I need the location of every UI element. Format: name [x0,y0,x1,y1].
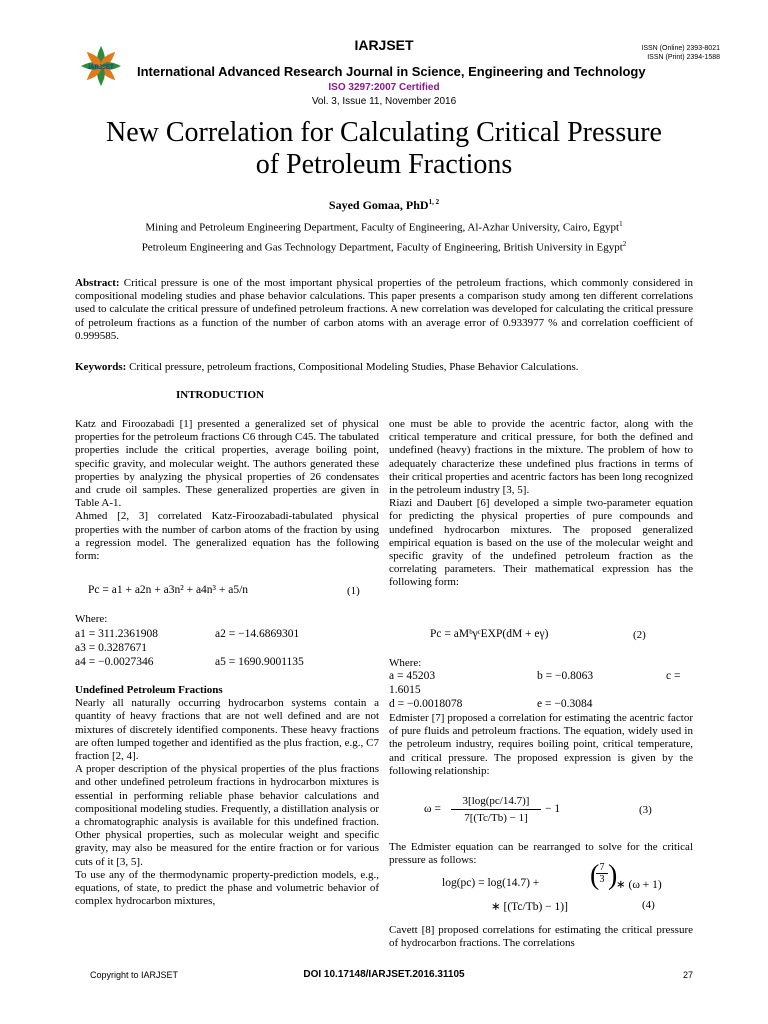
equation-number: (1) [347,585,360,597]
coefficient-c-value: 1.6015 [389,684,421,696]
equation-3-denominator: 7[(Tc/Tb) − 1] [464,812,528,824]
equation-3-tail: − 1 [545,803,561,815]
footer-page-number: 27 [682,970,693,980]
right-column-bottom [389,924,693,950]
journal-abbreviation: IARJSET [354,37,414,53]
volume-issue: Vol. 3, Issue 11, November 2016 [311,96,457,107]
keywords-text: Critical pressure, petroleum fractions, Compositional Modeling Studies, Phase Behavior Calculations. [129,361,579,373]
coefficient-b: b = −0.8063 [537,670,594,682]
coefficient-e: e = −0.3084 [537,698,593,710]
paragraph: one must be able to provide the acentric factor, along with the critical temperature and critical pressure, for both the defined and undefined (heavy) fractions in the mixture. The problem of how to adequately characterize these undefined plus fractions in terms of their critical properties and acentric factors has been long recognized in the petroleum industry [3, 5]. [389,418,693,497]
svg-text:IARJSET: IARJSET [88,65,114,71]
affiliation-2: Petroleum Engineering and Gas Technology Department, Faculty of Engineering, British University in Egypt$^2$ [141,240,627,254]
subsection-heading: Undefined Petroleum Fractions [75,684,223,696]
keywords-label: Keywords: [75,361,127,373]
equation-3-fraction [451,795,541,824]
equation-number: (2) [633,629,646,641]
equation-number: (3) [639,804,652,816]
equation-4-line-1: log(pc) = log(14.7) + [442,877,540,889]
abstract-text: Critical pressure is one of the most important physical properties of the petroleum fractions, which commonly considered in compositional modeling studies and phase behavior calculations. This paper presents a comparison study among ten different correlations used to calculate the critical pressure of undefined petroleum fractions. A new correlation was developed for calculating the critical pressure of petroleum fractions as a function of the number of carbon atoms with an average error of 0.933977 % and correlation coefficient of 0.999585. [75,277,694,342]
issn-print: ISSN (Print) 2394-1588 [647,54,720,61]
equation-4-tail: ∗ (ω + 1) [616,879,662,891]
coefficient-d: d = −0.0018078 [389,698,463,710]
where-label: Where: [389,657,422,669]
right-column-lower [389,841,693,867]
equation-1: Pc = a1 + a2n + a3n² + a4n³ + a5/n [88,584,249,596]
right-column-middle [389,712,693,778]
coefficient-a: a = 45203 [389,670,436,682]
iso-certification: ISO 3297:2007 Certified [328,82,440,93]
left-column-lower [75,684,379,908]
affiliation-1: Mining and Petroleum Engineering Department, Faculty of Engineering, Al-Azhar University, Cairo, Egypt$^1$ [145,220,623,234]
equation-3-lhs: ω = [424,803,441,815]
abstract [75,277,693,343]
coefficient-a2: a2 = −14.6869301 [215,628,300,640]
paragraph: Ahmed [2, 3] correlated Katz-Firoozabadi-tabulated physical properties with the number of carbon atoms of the fraction by using a regression model. The generalized equation has the following form: [75,510,379,563]
title-line-2: of Petroleum Fractions [255,149,513,180]
paragraph: To use any of the thermodynamic property-prediction models, e.g., equations, of state, to predict the phase and volumetric behavior of complex hydrocarbon mixtures, [75,868,379,908]
right-column [389,418,693,590]
coefficient-a3: a3 = 0.3287671 [75,642,147,654]
footer-doi: DOI 10.17148/IARJSET.2016.31105 [303,969,465,980]
footer-copyright: Copyright to IARJSET [90,970,179,980]
paragraph: A proper description of the physical properties of the plus fractions and other undefined petroleum fractions in hydrocarbon mixtures is essential in performing reliable phase behavior calculations and compositional modeling studies. Frequently, a distillation analysis or a chromatographic analysis is available for this undefined fraction. Other physical properties, such as molecular weight and specific gravity, may also be measured for the entire fraction or for various cuts of it [3, 5]. [75,763,379,868]
coefficient-a4: a4 = −0.0027346 [75,656,154,668]
issn-block [641,44,720,62]
equation-2: Pc = aMᵇγᶜEXP(dM + eγ) [430,628,549,640]
title-line-1: New Correlation for Calculating Critical Pressure [106,117,662,148]
paragraph: Nearly all naturally occurring hydrocarbon systems contain a quantity of heavy fractions that are not well defined and are not mixtures of discretely identified components. These heavy fractions are often lumped together and identified as the plus fraction, e.g., C7 fraction [2, 4]. [75,697,379,763]
paragraph: Riazi and Daubert [6] developed a simple two-parameter equation for predicting the physical properties of pure compounds and undefined hydrocarbon mixtures. The proposed generalized empirical equation is based on the use of the molecular weight and specific gravity of the undefined petroleum fraction as the correlating parameters. Their mathematical expression has the following form: [389,497,693,589]
left-column [75,418,379,563]
issn-online: ISSN (Online) 2393-8021 [641,45,720,52]
equation-3-numerator: 3[log(pc/14.7)] [451,795,541,810]
where-label: Where: [75,613,108,625]
equation-number: (4) [642,899,655,911]
equation-4-fraction: 7 3 [596,862,608,885]
paragraph: Katz and Firoozabadi [1] presented a generalized set of physical properties for the petroleum fractions C6 through C45. The tabulated properties include the critical properties, average boiling point, specific gravity, and molecular weight. The authors generated these properties by analyzing the physical properties of 26 condensates and crude oil samples. These generalized properties are given in Table A-1. [75,418,379,510]
author-sup: 1, 2 [428,198,440,206]
paragraph: Edmister [7] proposed a correlation for estimating the acentric factor of pure fluids and petroleum fractions. The equation, widely used in the petroleum industry, requires boiling point, critical temperature, and critical pressure. The proposed expression is given by the following relationship: [389,712,693,777]
journal-name: International Advanced Research Journal in Science, Engineering and Technology [137,64,646,79]
paren-left: ( [590,860,600,891]
paragraph: The Edmister equation can be rearranged to solve for the critical pressure as follows: [389,841,693,867]
paren-right: ) [608,860,618,891]
abstract-label: Abstract: [75,277,120,289]
coefficient-a5: a5 = 1690.9001135 [215,656,304,668]
coefficient-c: c = [666,670,681,682]
author-name: Sayed Gomaa, PhD [328,198,429,212]
coefficient-a1: a1 = 311.2361908 [75,628,159,640]
keywords [75,361,693,374]
author [0,198,768,213]
paragraph: Cavett [8] proposed correlations for estimating the critical pressure of hydrocarbon fractions. The correlations [389,924,693,950]
section-heading-introduction: INTRODUCTION [176,389,265,401]
equation-4-line-2: ∗ [(Tc/Tb) − 1)] [491,901,568,913]
paper-title [40,117,728,181]
